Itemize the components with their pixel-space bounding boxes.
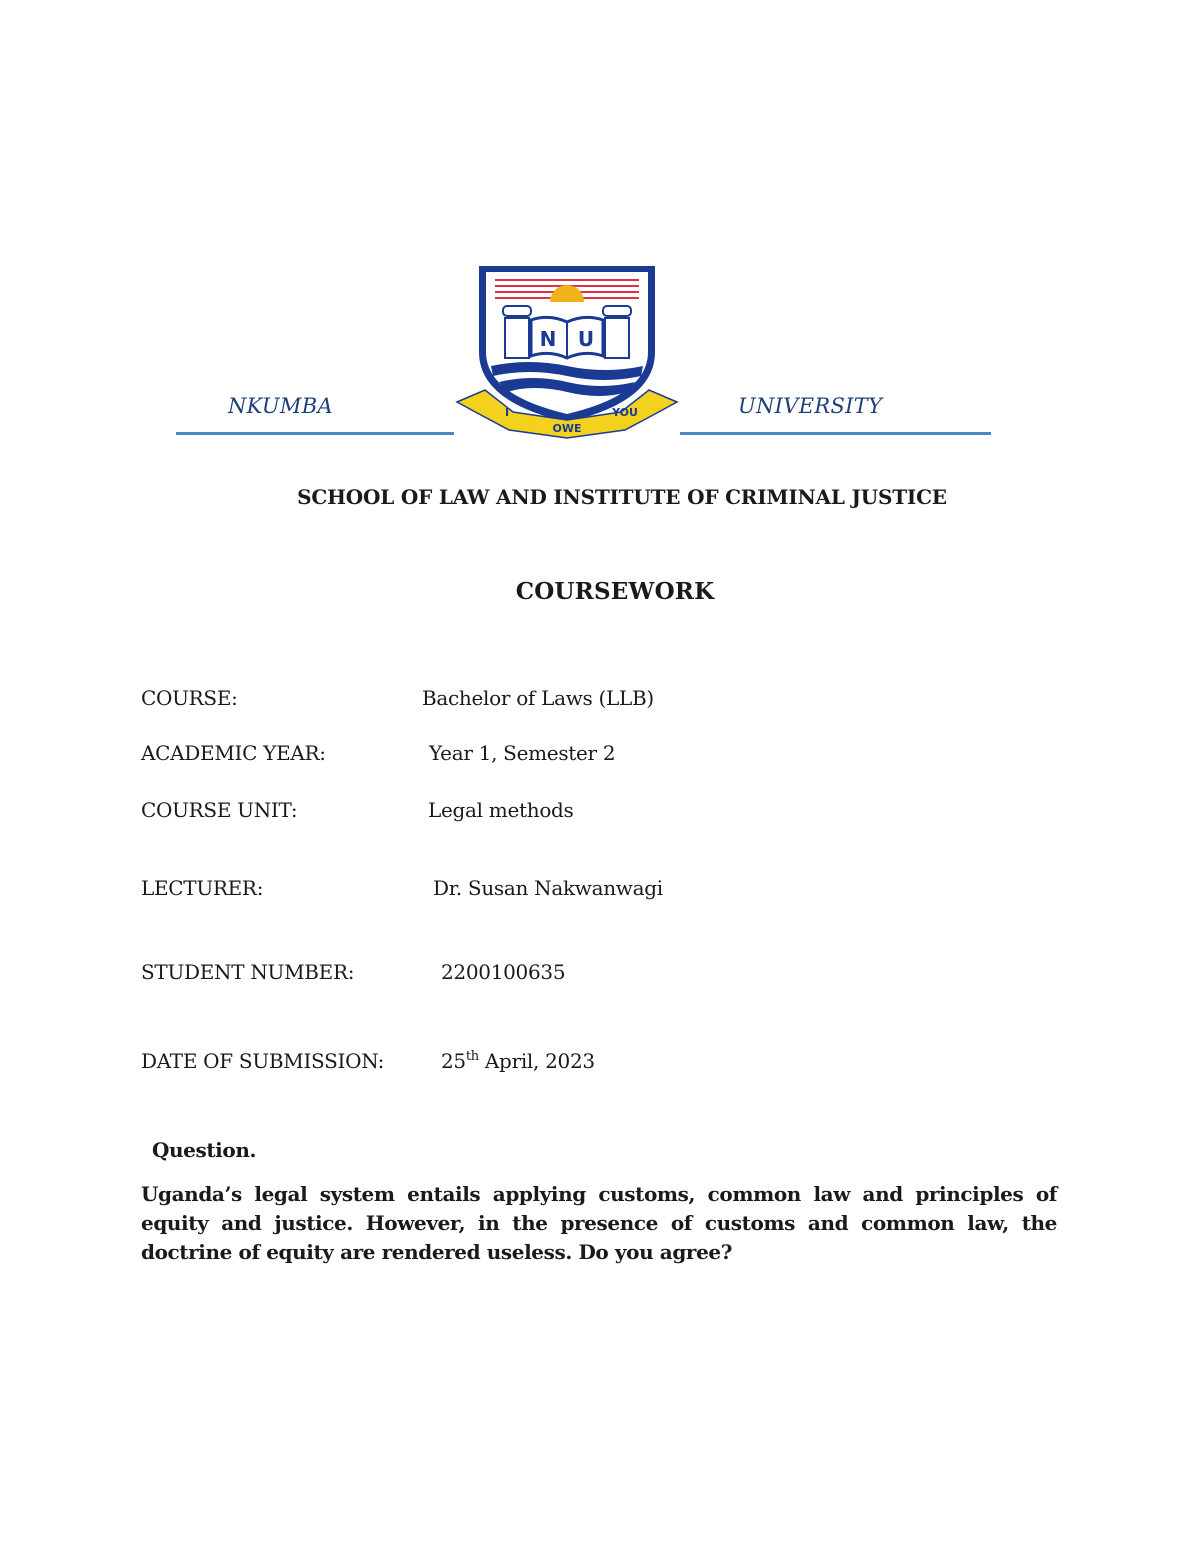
header-right-rule [680, 432, 991, 435]
submission-day-ordinal: th [465, 1049, 479, 1064]
header-left-word: NKUMBA [228, 394, 333, 418]
svg-text:U: U [577, 327, 595, 351]
academic-year-value: Year 1, Semester 2 [429, 741, 616, 765]
school-name: SCHOOL OF LAW AND INSTITUTE OF CRIMINAL JUSTICE [297, 485, 947, 509]
question-label: Question. [152, 1138, 257, 1162]
submission-month-year: April, 2023 [478, 1049, 595, 1073]
academic-year-label: ACADEMIC YEAR: [141, 741, 326, 765]
lecturer-label: LECTURER: [141, 876, 264, 900]
course-value: Bachelor of Laws (LLB) [422, 686, 654, 710]
course-unit-value: Legal methods [428, 798, 574, 822]
svg-text:N: N [539, 327, 557, 351]
submission-date-value [441, 1049, 595, 1073]
student-number-value: 2200100635 [441, 960, 566, 984]
svg-text:OWE: OWE [552, 422, 582, 435]
header-left-rule [176, 432, 454, 435]
student-number-label: STUDENT NUMBER: [141, 960, 355, 984]
question-text: Uganda’s legal system entails applying customs, common law and principles of equity and justice. However, in the presence of customs and common law, the doctrine of equity are rendered useless. Do you agree? [141, 1182, 1057, 1264]
submission-date-label: DATE OF SUBMISSION: [141, 1049, 385, 1073]
document-title: COURSEWORK [515, 578, 715, 605]
course-unit-label: COURSE UNIT: [141, 798, 298, 822]
course-label: COURSE: [141, 686, 238, 710]
header-right-word: UNIVERSITY [738, 394, 883, 418]
svg-text:YOU: YOU [612, 406, 638, 419]
submission-day: 25 [441, 1049, 466, 1073]
lecturer-value: Dr. Susan Nakwanwagi [433, 876, 663, 900]
university-logo [455, 262, 683, 442]
svg-text:I: I [504, 406, 510, 419]
